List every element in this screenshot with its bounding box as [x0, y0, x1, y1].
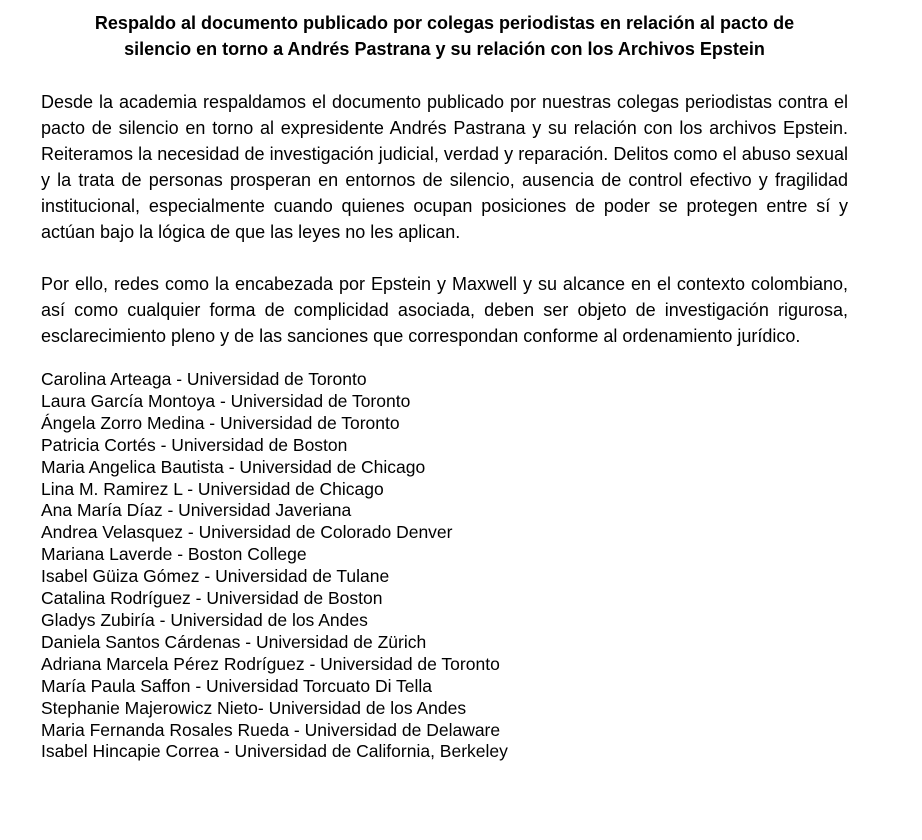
signatory: Mariana Laverde - Boston College: [41, 544, 307, 565]
signatory: Stephanie Majerowicz Nieto- Universidad de los Andes: [41, 697, 467, 718]
signatory: Maria Fernanda Rosales Rueda - Universidad de Delaware: [41, 719, 501, 740]
signatory: Ana María Díaz - Universidad Javeriana: [41, 500, 352, 521]
signatory: Daniela Santos Cárdenas - Universidad de Zürich: [41, 631, 427, 652]
paragraph-1: Desde la academia respaldamos el documento publicado por nuestras colegas periodistas contra el pacto de silencio en torno al expresidente Andrés Pastrana y su relación con los archivos Epstein. Reiteramos la necesidad de investigación judicial, verdad y reparación. Delitos como el abuso sexual y la trata de personas prosperan en entornos de silencio, ausencia de control efectivo y fragilidad institucional, especialmente cuando quienes ocupan posiciones de poder se protegen entre sí y actúan bajo la lógica de que las leyes no les aplican.: [41, 92, 848, 242]
signatory: Carolina Arteaga - Universidad de Toronto: [41, 369, 367, 389]
signatory: Maria Angelica Bautista - Universidad de Chicago: [41, 456, 426, 477]
title-line-2: silencio en torno a Andrés Pastrana y su relación con los Archivos Epstein: [124, 39, 765, 59]
signatories-list: [41, 369, 848, 763]
signatory: Adriana Marcela Pérez Rodríguez - Universidad de Toronto: [41, 653, 500, 674]
signatory: Laura García Montoya - Universidad de Toronto: [41, 390, 411, 411]
signatory: Isabel Güiza Gómez - Universidad de Tulane: [41, 566, 390, 587]
signatory: Isabel Hincapie Correa - Universidad de California, Berkeley: [41, 741, 508, 762]
title-line-1: Respaldo al documento publicado por colegas periodistas en relación al pacto de: [94, 13, 795, 33]
signatory: Catalina Rodríguez - Universidad de Boston: [41, 588, 383, 609]
signatory: Andrea Velasquez - Universidad de Colorado Denver: [41, 522, 453, 543]
document-title: [41, 10, 848, 62]
signatory: Lina M. Ramirez L - Universidad de Chicago: [41, 478, 384, 499]
signatory: Patricia Cortés - Universidad de Boston: [41, 434, 348, 455]
paragraph-2: Por ello, redes como la encabezada por Epstein y Maxwell y su alcance en el contexto colombiano, así como cualquier forma de complicidad asociada, deben ser objeto de investigación rigurosa, esclarecimiento pleno y de las sanciones que correspondan conforme al ordenamiento jurídico.: [41, 274, 848, 346]
signatory: María Paula Saffon - Universidad Torcuato Di Tella: [41, 675, 433, 696]
signatory: Gladys Zubiría - Universidad de los Andes: [41, 609, 368, 630]
signatory: Ángela Zorro Medina - Universidad de Toronto: [41, 412, 400, 433]
